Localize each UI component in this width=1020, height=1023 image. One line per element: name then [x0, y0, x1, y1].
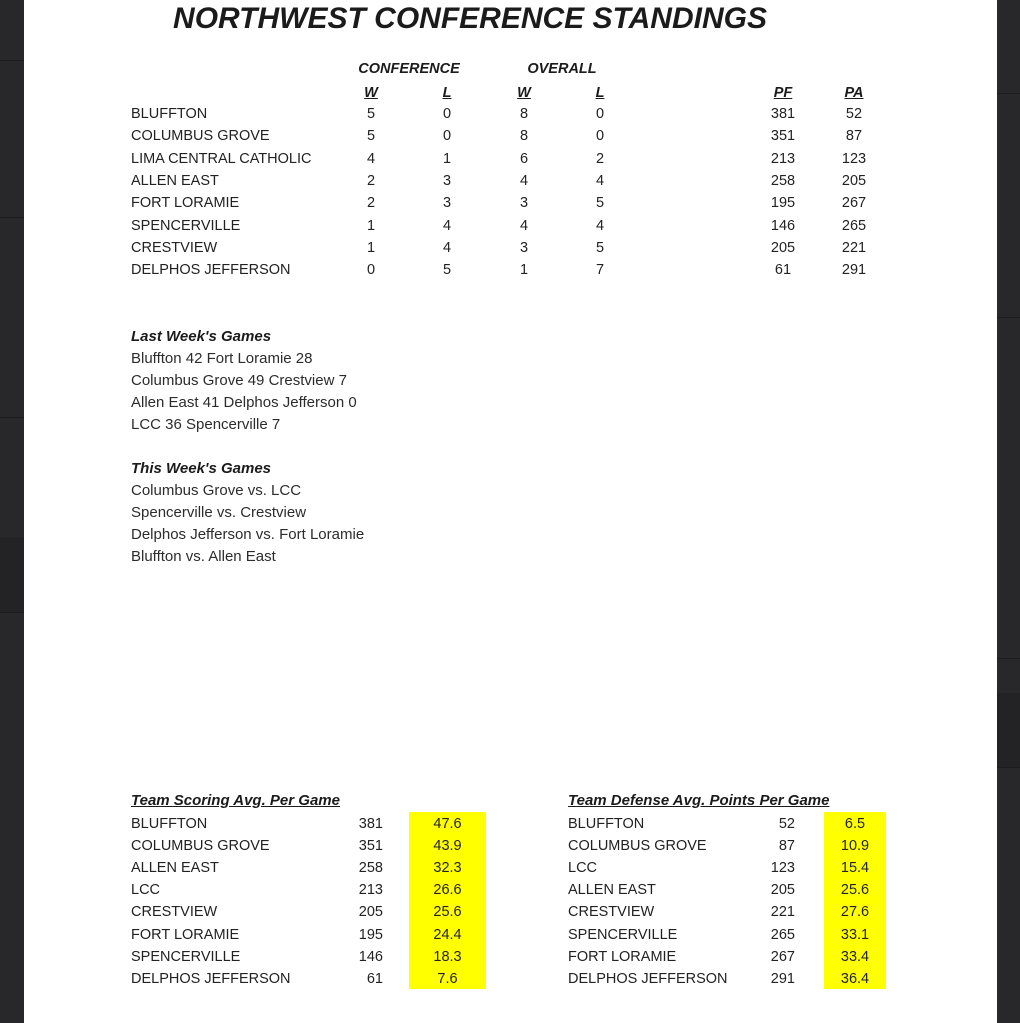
- this-week-games-list: [131, 480, 551, 568]
- table-row: [0, 103, 1020, 125]
- points-total-cell: 61: [366, 970, 383, 987]
- points-total-cell: 52: [778, 816, 795, 833]
- game-line: Delphos Jefferson vs. Fort Loramie: [131, 526, 365, 543]
- table-row: [0, 170, 1020, 192]
- points-total-cell: 351: [358, 838, 383, 855]
- defense-avg-cell: 27.6: [840, 904, 870, 921]
- table-row: [0, 259, 1020, 281]
- table-row: [0, 215, 1020, 237]
- table-row: [0, 148, 1020, 170]
- overall-wins-cell: 4: [519, 173, 529, 190]
- team-name-cell: SPENCERVILLE: [131, 948, 241, 965]
- defense-avg-cell: 36.4: [840, 970, 870, 987]
- table-row: [0, 813, 1020, 835]
- game-line: Columbus Grove vs. LCC: [131, 482, 302, 499]
- points-total-cell: 87: [778, 838, 795, 855]
- strip-separator: [997, 93, 1020, 94]
- col-header-conf-losses: L: [442, 85, 452, 101]
- strip-segment: [997, 693, 1020, 767]
- team-name-cell: ALLEN EAST: [131, 173, 219, 190]
- team-name-cell: BLUFFTON: [568, 816, 645, 833]
- scoring-table-heading: Team Scoring Avg. Per Game: [131, 792, 340, 809]
- team-name-cell: SPENCERVILLE: [568, 926, 678, 943]
- overall-wins-cell: 8: [519, 106, 529, 123]
- col-header-conf-wins: W: [364, 85, 378, 101]
- col-header-points-for: PF: [773, 85, 793, 101]
- overall-losses-cell: 0: [595, 106, 605, 123]
- points-total-cell: 195: [358, 926, 383, 943]
- game-line: Bluffton 42 Fort Loramie 28: [131, 350, 313, 367]
- overall-wins-cell: 6: [519, 150, 529, 167]
- points-for-cell: 381: [770, 106, 796, 123]
- defense-avg-cell: 33.1: [840, 926, 870, 943]
- table-row: [0, 125, 1020, 147]
- standings-table: [0, 103, 1020, 282]
- strip-separator: [0, 417, 24, 418]
- points-for-cell: 351: [770, 128, 796, 145]
- scoring-avg-cell: 25.6: [433, 904, 462, 921]
- conf-wins-cell: 0: [366, 262, 376, 279]
- points-total-cell: 381: [358, 816, 383, 833]
- conf-losses-cell: 0: [442, 128, 452, 145]
- conf-losses-cell: 3: [442, 173, 452, 190]
- team-name-cell: CRESTVIEW: [568, 904, 655, 921]
- table-row: [0, 835, 1020, 857]
- overall-wins-cell: 8: [519, 128, 529, 145]
- points-total-cell: 123: [770, 860, 795, 877]
- overall-wins-cell: 4: [519, 217, 529, 234]
- points-total-cell: 265: [770, 926, 795, 943]
- defense-table: [0, 813, 1020, 990]
- team-name-cell: COLUMBUS GROVE: [131, 838, 270, 855]
- game-line: LCC 36 Spencerville 7: [131, 416, 281, 433]
- points-for-cell: 195: [770, 195, 796, 212]
- points-for-cell: 205: [770, 239, 796, 256]
- last-week-games-list: [131, 348, 551, 436]
- strip-separator: [0, 60, 24, 61]
- points-against-cell: 291: [841, 262, 867, 279]
- col-header-overall-losses: L: [595, 85, 605, 101]
- team-name-cell: DELPHOS JEFFERSON: [568, 970, 728, 987]
- team-name-cell: ALLEN EAST: [568, 882, 656, 899]
- defense-avg-cell: 33.4: [840, 948, 870, 965]
- overall-losses-cell: 7: [595, 262, 605, 279]
- points-against-cell: 123: [841, 150, 867, 167]
- team-name-cell: LCC: [568, 860, 598, 877]
- defense-avg-cell: 6.5: [844, 816, 866, 833]
- points-against-cell: 221: [841, 239, 867, 256]
- conf-losses-cell: 4: [442, 217, 452, 234]
- conf-wins-cell: 2: [366, 173, 376, 190]
- points-for-cell: 146: [770, 217, 796, 234]
- points-against-cell: 267: [841, 195, 867, 212]
- team-name-cell: BLUFFTON: [131, 106, 208, 123]
- defense-table-heading: Team Defense Avg. Points Per Game: [568, 792, 830, 809]
- conf-losses-cell: 3: [442, 195, 452, 212]
- conference-group-header: CONFERENCE: [358, 61, 460, 77]
- table-row: [0, 924, 1020, 946]
- team-name-cell: BLUFFTON: [131, 816, 208, 833]
- conf-losses-cell: 0: [442, 106, 452, 123]
- strip-separator: [997, 317, 1020, 318]
- overall-losses-cell: 4: [595, 173, 605, 190]
- team-name-cell: CRESTVIEW: [131, 239, 218, 256]
- strip-separator: [0, 612, 24, 613]
- overall-losses-cell: 5: [595, 239, 605, 256]
- conf-wins-cell: 4: [366, 150, 376, 167]
- table-row: [0, 237, 1020, 259]
- defense-avg-cell: 15.4: [840, 860, 870, 877]
- team-name-cell: COLUMBUS GROVE: [568, 838, 707, 855]
- points-total-cell: 258: [358, 860, 383, 877]
- points-total-cell: 221: [770, 904, 795, 921]
- points-against-cell: 265: [841, 217, 867, 234]
- points-against-cell: 205: [841, 173, 867, 190]
- team-name-cell: DELPHOS JEFFERSON: [131, 262, 291, 279]
- scoring-avg-cell: 26.6: [433, 882, 462, 899]
- game-line: Allen East 41 Delphos Jefferson 0: [131, 394, 357, 411]
- conf-wins-cell: 5: [366, 128, 376, 145]
- scoring-avg-cell: 24.4: [433, 926, 462, 943]
- team-name-cell: CRESTVIEW: [131, 904, 218, 921]
- table-row: [0, 192, 1020, 214]
- team-name-cell: FORT LORAMIE: [131, 195, 240, 212]
- game-line: Bluffton vs. Allen East: [131, 548, 276, 565]
- team-name-cell: FORT LORAMIE: [131, 926, 240, 943]
- points-total-cell: 291: [770, 970, 795, 987]
- points-against-cell: 87: [845, 128, 863, 145]
- strip-separator: [997, 658, 1020, 659]
- game-line: Columbus Grove 49 Crestview 7: [131, 372, 347, 389]
- scoring-avg-cell: 18.3: [433, 948, 462, 965]
- overall-losses-cell: 5: [595, 195, 605, 212]
- this-week-heading: This Week's Games: [131, 460, 272, 477]
- points-total-cell: 267: [770, 948, 795, 965]
- scoring-avg-cell: 47.6: [433, 816, 462, 833]
- team-name-cell: COLUMBUS GROVE: [131, 128, 270, 145]
- team-name-cell: ALLEN EAST: [131, 860, 219, 877]
- team-name-cell: SPENCERVILLE: [131, 217, 241, 234]
- overall-losses-cell: 4: [595, 217, 605, 234]
- overall-wins-cell: 1: [519, 262, 529, 279]
- table-row: [0, 946, 1020, 968]
- table-row: [0, 901, 1020, 923]
- team-name-cell: LCC: [131, 882, 161, 899]
- page-title: NORTHWEST CONFERENCE STANDINGS: [173, 2, 767, 35]
- defense-avg-cell: 25.6: [840, 882, 870, 899]
- points-total-cell: 205: [770, 882, 795, 899]
- points-against-cell: 52: [845, 106, 863, 123]
- conf-losses-cell: 1: [442, 150, 452, 167]
- overall-losses-cell: 0: [595, 128, 605, 145]
- conf-wins-cell: 1: [366, 217, 376, 234]
- scoring-avg-cell: 7.6: [437, 970, 458, 987]
- conf-losses-cell: 4: [442, 239, 452, 256]
- strip-segment: [0, 537, 24, 612]
- team-name-cell: DELPHOS JEFFERSON: [131, 970, 291, 987]
- scoring-avg-cell: 32.3: [433, 860, 462, 877]
- points-total-cell: 213: [358, 882, 383, 899]
- conf-wins-cell: 1: [366, 239, 376, 256]
- scoring-avg-cell: 43.9: [433, 838, 462, 855]
- table-row: [0, 968, 1020, 990]
- points-for-cell: 213: [770, 150, 796, 167]
- points-for-cell: 258: [770, 173, 796, 190]
- table-row: [0, 857, 1020, 879]
- defense-avg-cell: 10.9: [840, 838, 870, 855]
- table-row: [0, 879, 1020, 901]
- col-header-points-against: PA: [844, 85, 864, 101]
- team-name-cell: FORT LORAMIE: [568, 948, 677, 965]
- team-name-cell: LIMA CENTRAL CATHOLIC: [131, 150, 312, 167]
- overall-group-header: OVERALL: [527, 61, 597, 77]
- game-line: Spencerville vs. Crestview: [131, 504, 307, 521]
- overall-wins-cell: 3: [519, 195, 529, 212]
- points-total-cell: 205: [358, 904, 383, 921]
- strip-separator: [997, 767, 1020, 768]
- last-week-heading: Last Week's Games: [131, 328, 272, 345]
- overall-losses-cell: 2: [595, 150, 605, 167]
- col-header-overall-wins: W: [517, 85, 531, 101]
- conf-wins-cell: 2: [366, 195, 376, 212]
- overall-wins-cell: 3: [519, 239, 529, 256]
- points-for-cell: 61: [774, 262, 792, 279]
- conf-wins-cell: 5: [366, 106, 376, 123]
- conf-losses-cell: 5: [442, 262, 452, 279]
- points-total-cell: 146: [358, 948, 383, 965]
